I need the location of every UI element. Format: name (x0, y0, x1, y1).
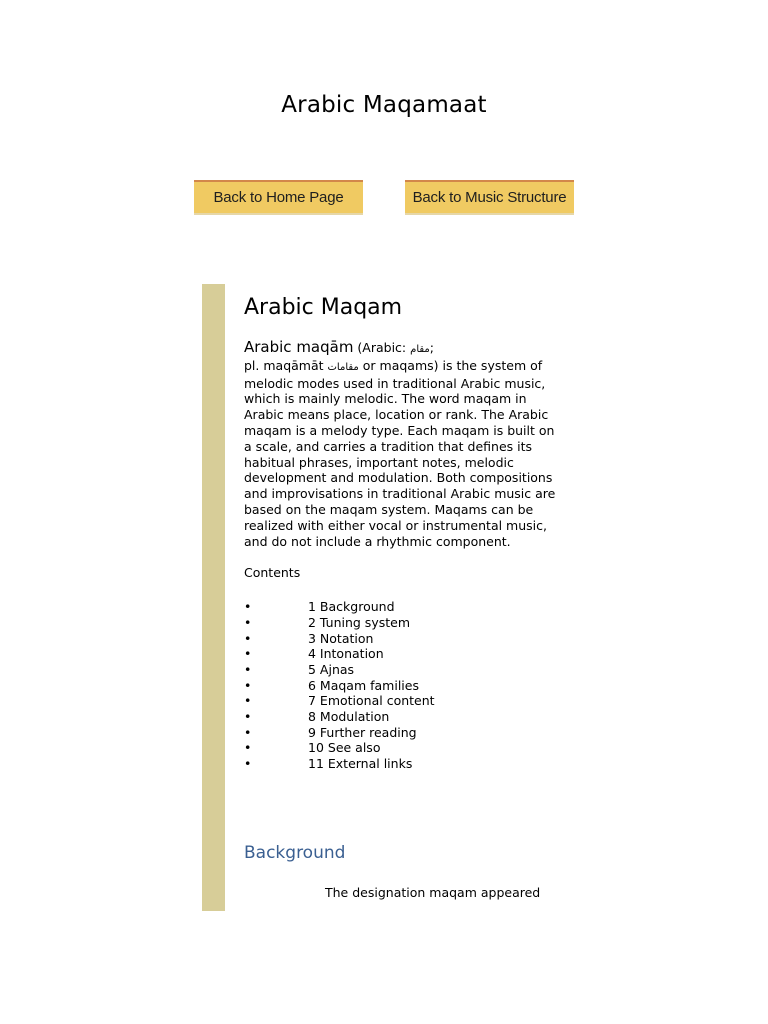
bullet-icon: • (244, 630, 252, 646)
toc-item[interactable] (244, 740, 564, 756)
bullet-icon: • (244, 599, 252, 615)
toc-item[interactable] (244, 615, 564, 631)
bullet-icon: • (244, 693, 252, 709)
lead-semicolon: ; (429, 340, 434, 355)
toc-item[interactable] (244, 646, 564, 662)
toc-item[interactable] (244, 662, 564, 678)
toc-item-label: 10 See also (308, 740, 381, 756)
bullet-icon: • (244, 661, 252, 677)
toc-item-label: 4 Intonation (308, 646, 384, 662)
bullet-icon: • (244, 724, 252, 740)
toc-item[interactable] (244, 756, 564, 772)
bullet-icon: • (244, 756, 252, 772)
contents-label: Contents (244, 565, 301, 581)
section-heading-background: Background (244, 843, 346, 863)
lead-paragraph (244, 340, 564, 549)
toc-item-label: 8 Modulation (308, 708, 390, 724)
toc-item[interactable] (244, 678, 564, 694)
bullet-icon: • (244, 740, 252, 756)
toc-item-label: 7 Emotional content (308, 693, 435, 709)
lead-paren-open: (Arabic: (353, 340, 411, 355)
toc-item-label: 2 Tuning system (308, 614, 411, 630)
article-body (244, 292, 564, 772)
arabic-singular: مقام (410, 344, 430, 355)
lead-plural-prefix: pl. maqāmāt (244, 357, 328, 373)
lead-term: Arabic maqām (244, 338, 354, 356)
toc-item-label: 5 Ajnas (308, 661, 355, 677)
toc-item[interactable] (244, 709, 564, 725)
article-heading: Arabic Maqam (244, 295, 403, 320)
toc-item-label: 3 Notation (308, 630, 374, 646)
back-to-home-button[interactable]: Back to Home Page (194, 180, 363, 215)
toc-item-label: 6 Maqam families (308, 677, 419, 693)
arabic-plural: مقامات (327, 361, 359, 373)
section-text: The designation maqam appeared (325, 885, 541, 900)
bullet-icon: • (244, 677, 252, 693)
toc-item[interactable] (244, 725, 564, 741)
back-to-music-structure-button[interactable]: Back to Music Structure (405, 180, 574, 215)
toc-item[interactable] (244, 599, 564, 615)
toc-item[interactable] (244, 693, 564, 709)
toc-item-label: 9 Further reading (308, 724, 417, 740)
bullet-icon: • (244, 614, 252, 630)
toc-item-label: 11 External links (308, 756, 413, 772)
decorative-sidebar (202, 284, 225, 911)
toc-item[interactable] (244, 631, 564, 647)
toc-item-label: 1 Background (308, 599, 395, 615)
bullet-icon: • (244, 646, 252, 662)
table-of-contents (244, 599, 564, 772)
lead-body: or maqams) is the system of melodic modes used in traditional Arabic music, which is mainly melodic. The word maqam in Arabic means place, location or rank. The Arabic maqam is a melody type. Each maqam is built on a scale, and carries a tradition that defines its habitual phrases, important notes, melodic development and modulation. Both compositions and improvisations in traditional Arabic music are based on the maqam system. Maqams can be realized with either vocal or instrumental music, and do not include a rhythmic component. (244, 357, 556, 549)
page-title: Arabic Maqamaat (281, 92, 487, 118)
bullet-icon: • (244, 708, 252, 724)
